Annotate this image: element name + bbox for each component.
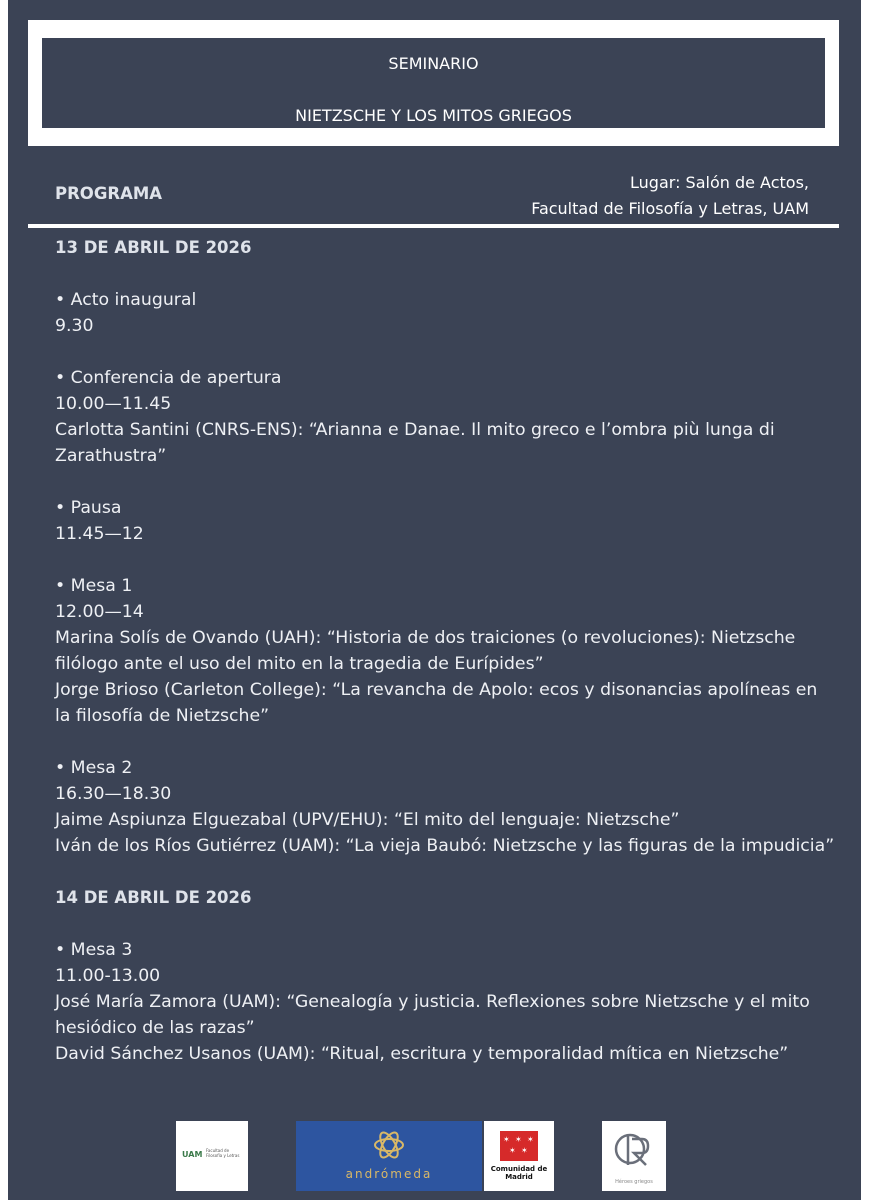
program-item [55,287,835,339]
svg-text:✶: ✶ [503,1135,510,1144]
svg-text:✶: ✶ [527,1135,534,1144]
seminar-label: SEMINARIO [388,54,479,73]
seminar-title: NIETZSCHE Y LOS MITOS GRIEGOS [295,106,572,125]
item-talk: Marina Solís de Ovando (UAH): “Historia de dos traiciones (o revoluciones): Nietzsche filólogo ante el uso del mito en la tragedia de Eurípides” [55,628,796,674]
program-item [55,573,835,729]
program-item [55,365,835,469]
title-frame [28,20,839,146]
item-talk: Jorge Brioso (Carleton College): “La revancha de Apolo: ecos y disonancias apolíneas en la filosofía de Nietzsche” [55,680,818,726]
item-time: 16.30—18.30 [55,784,172,804]
program-item [55,937,835,1067]
venue-line-1: Lugar: Salón de Actos, [630,173,809,192]
poster [8,0,861,1200]
item-title: • Conferencia de apertura [55,368,282,388]
madrid-flag-icon [500,1131,538,1161]
sponsor-logos [8,1121,861,1191]
svg-text:✶: ✶ [521,1146,528,1155]
item-talk: José María Zamora (UAM): “Genealogía y justicia. Reflexiones sobre Nietzsche y el mito hesiódico de las razas” [55,992,810,1038]
item-title: • Pausa [55,498,122,518]
item-time: 9.30 [55,316,94,336]
item-time: 12.00—14 [55,602,144,622]
uam-logo-subtext: Facultad de Filosofía y Letras [206,1148,240,1158]
uam-logo [176,1121,248,1191]
venue [531,170,809,222]
item-title: • Acto inaugural [55,290,197,310]
andromeda-logo [296,1121,482,1191]
item-title: • Mesa 2 [55,758,133,778]
andromeda-logo-text: andrómeda [345,1167,433,1181]
title-panel [42,38,825,128]
venue-line-2: Facultad de Filosofía y Letras, UAM [531,199,809,218]
programa-heading: PROGRAMA [55,184,163,203]
program-item [55,755,835,859]
andromeda-emblem-icon [296,1121,482,1167]
day-date: 14 DE ABRIL DE 2026 [55,888,252,907]
heroes-emblem-icon [602,1121,666,1177]
comunidad-madrid-text: Comunidad de Madrid [490,1165,548,1181]
item-talk: Jaime Aspiunza Elguezabal (UPV/EHU): “El mito del lenguaje: Nietzsche” [55,810,680,830]
item-talk: Carlotta Santini (CNRS-ENS): “Arianna e Danae. Il mito greco e l’ombra più lunga di Zarathustra” [55,420,775,466]
svg-text:✶: ✶ [509,1146,516,1155]
program-item [55,495,835,547]
svg-text:✶: ✶ [515,1135,522,1144]
comunidad-madrid-logo [484,1121,554,1191]
item-talk: Iván de los Ríos Gutiérrez (UAM): “La vieja Baubó: Nietzsche y las figuras de la impudicia” [55,836,835,856]
uam-logo-text: UAM [182,1150,203,1159]
item-talk: David Sánchez Usanos (UAM): “Ritual, escritura y temporalidad mítica en Nietzsche” [55,1044,789,1064]
day-date: 13 DE ABRIL DE 2026 [55,238,252,257]
item-time: 11.00-13.00 [55,966,161,986]
item-title: • Mesa 3 [55,940,133,960]
item-time: 11.45—12 [55,524,144,544]
item-title: • Mesa 1 [55,576,133,596]
heroes-griegos-logo [602,1121,666,1191]
item-time: 10.00—11.45 [55,394,172,414]
program-content [55,235,835,1093]
divider [28,224,839,228]
heroes-logo-text: Héroes griegos [615,1179,653,1185]
stars-icon [500,1131,538,1161]
